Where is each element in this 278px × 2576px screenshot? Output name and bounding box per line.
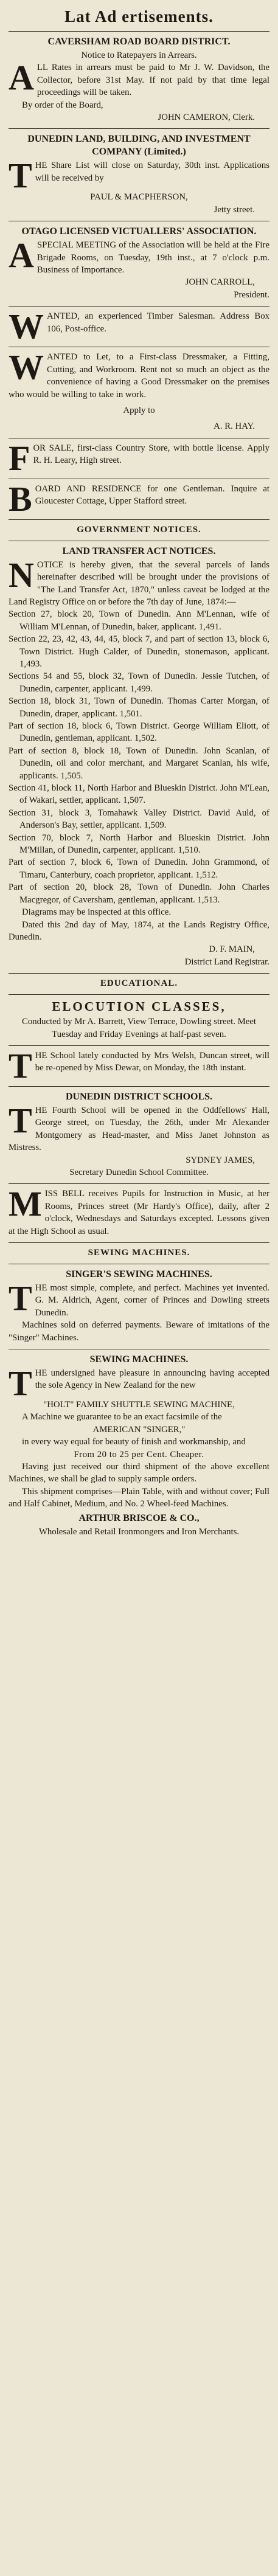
notice-signature: D. F. MAIN,: [209, 944, 255, 955]
drop-capital: B: [9, 479, 32, 519]
ad-body: WANTED to Let, to a First-class Dressmaker, a Fitting, Cutting, and Workroom. Rent not so much an object as the convenience of having a Good Dressmaker on the premises who would be willing to take in work.: [9, 347, 269, 400]
notice-dated: Dated this 2nd day of May, 1874, at the Lands Registry Office, Dunedin.: [9, 919, 269, 942]
firm-name: PAUL & MACPHERSON,: [90, 192, 188, 203]
land-entry: Section 41, block 11, North Harbor and Blueskin District. John M'Lean, of Wakari, settler, applicant. 1,507.: [9, 783, 269, 806]
firm-address: Jetty street.: [214, 204, 255, 215]
ad-name: A. R. HAY.: [214, 421, 255, 432]
drop-capital: F: [9, 438, 30, 478]
notice-subheading: Notice to Ratepayers in Arrears.: [81, 50, 197, 60]
notice-intro: NOTICE is hereby given, that the several parcels of lands hereinafter described will be brought under the provisions of "The Land Transfer Act, 1870," unless caveat be lodged at the Land Registry Office on or before the 7th day of June, 1874:—: [9, 555, 269, 607]
ad-heading: SEWING MACHINES.: [89, 1354, 189, 1365]
drop-capital: A: [9, 58, 34, 98]
firm-description: Wholesale and Retail Ironmongers and Iron Merchants.: [38, 1526, 240, 1537]
drop-capital: W: [9, 347, 44, 387]
ad-body: BOARD AND RESIDENCE for one Gentleman. Inquire at Gloucester Cottage, Upper Stafford street.: [9, 479, 269, 519]
divider: [9, 1086, 269, 1087]
dunedin-land-notice: [9, 133, 269, 216]
divider: [9, 128, 269, 129]
ad-para: Having just received our third shipment of the above excellent Machines, we shall be glad to supply sample orders.: [9, 1462, 269, 1484]
victuallers-notice: [9, 225, 269, 301]
dressmaker-ad: [9, 347, 269, 432]
notice-heading: CAVERSHAM ROAD BOARD DISTRICT.: [47, 36, 231, 47]
ad-body: Conducted by Mr A. Barrett, View Terrace, Dowling street. Meet Tuesday and Friday Evenings at half-past seven.: [21, 1017, 257, 1039]
elocution-ad: [9, 999, 269, 1040]
ad-body: FOR SALE, first-class Country Store, with bottle license. Apply R. H. Leary, High street.: [9, 438, 269, 478]
ad-heading: ELOCUTION CLASSES,: [52, 999, 226, 1014]
divider: [9, 994, 269, 995]
notice-diagrams: Diagrams may be inspected at this office.: [22, 907, 172, 918]
section-heading: GOVERNMENT NOTICES.: [77, 524, 201, 535]
land-entry: Part of section 8, block 18, Town of Dunedin. John Scanlan, of Dunedin, oil and color merchant, and Margaret Scanlan, his wife, applicants. 1,505.: [9, 746, 269, 781]
divider: [9, 973, 269, 974]
drop-capital: W: [9, 306, 44, 347]
divider: [9, 1242, 269, 1243]
land-entry: Part of section 18, block 6, Town District. George William Eliott, of Dunedin, gentleman, applicant. 1,502.: [9, 721, 269, 744]
notice-body: ASPECIAL MEETING of the Association will be held at the Fire Brigade Rooms, on Tuesday, 19th inst., at 7 o'clock p.m. Business of Importance.: [9, 235, 269, 275]
ad-apply: Apply to: [123, 405, 155, 415]
school-reopened-ad: [9, 1045, 269, 1085]
district-schools-notice: [9, 1090, 269, 1179]
ad-body: THE most simple, complete, and perfect. Machines yet invented. G. M. Aldrich, Agent, corner of Princes and Dowling streets Dunedin.: [9, 1278, 269, 1318]
notice-signature: JOHN CARROLL,: [185, 277, 255, 288]
timber-salesman-ad: [9, 306, 269, 347]
notice-body: THE Share List will close on Saturday, 30th inst. Applications will be received by: [9, 156, 269, 196]
caversham-notice: [9, 35, 269, 123]
notice-order: By order of the Board,: [22, 100, 103, 110]
divider: [9, 1045, 269, 1046]
notice-body: ALL Rates in arrears must be paid to Mr J. W. Davidson, the Collector, before 31st May. If not paid by that time legal proceedings will be taken.: [9, 58, 269, 98]
land-transfer-notice: [9, 545, 269, 968]
drop-capital: T: [9, 1363, 32, 1404]
land-entry: Section 27, block 20, Town of Dunedin. Ann M'Lennan, wife of William M'Lennan, of Dunedin, baker, applicant. 1,491.: [9, 609, 269, 632]
product-name: "HOLT" FAMILY SHUTTLE SEWING MACHINE,: [43, 1400, 235, 1410]
firm-name: ARTHUR BRISCOE & CO.,: [78, 1512, 200, 1523]
land-entry: Section 22, 23, 42, 43, 44, 45, block 7, and part of section 13, block 6, Town District. Hugh Calder, of Dunedin, stonemason, applicant. 1,493.: [9, 634, 269, 669]
ad-body: THE undersigned have pleasure in announcing having accepted the sole Agency in New Zealand for the new: [9, 1363, 269, 1404]
ad-heading: SINGER'S SEWING MACHINES.: [66, 1269, 212, 1279]
ad-para: in every way equal for beauty of finish and workmanship, and: [22, 1437, 246, 1447]
notice-title: President.: [234, 289, 269, 300]
land-entry: Section 18, block 31, Town of Dunedin. Thomas Carter Morgan, of Dunedin, draper, applicant. 1,501.: [9, 696, 269, 719]
singer-ad: [9, 1268, 269, 1344]
notice-signature: JOHN CAMERON, Clerk.: [158, 113, 255, 123]
store-sale-ad: [9, 438, 269, 478]
notice-body: THE Fourth School will be opened in the Oddfellows' Hall, George street, on Tuesday, the 26th, under Mr Alexander Montgomery as Head-master, and Miss Janet Johnston as Mistress.: [9, 1100, 269, 1153]
divider: [9, 519, 269, 520]
drop-capital: M: [9, 1184, 42, 1224]
masthead: Lat Ad ertisements.: [64, 7, 214, 26]
ad-body: THE School lately conducted by Mrs Welsh, Duncan street, will be re-opened by Miss Dewar, on Monday, the 18th instant.: [9, 1045, 269, 1085]
section-heading: EDUCATIONAL.: [100, 978, 178, 989]
divider: [9, 31, 269, 32]
land-entry: Part of section 7, block 6, Town of Dunedin. John Grammond, of Timaru, Canterbury, coach proprietor, applicant. 1,512.: [9, 857, 269, 880]
notice-title: District Land Registrar.: [184, 957, 269, 967]
drop-capital: N: [9, 555, 34, 595]
drop-capital: T: [9, 1045, 32, 1085]
notice-heading: DUNEDIN LAND, BUILDING, AND INVESTMENT COMPANY (Limited.): [27, 134, 251, 158]
section-heading: SEWING MACHINES.: [88, 1248, 190, 1258]
ad-para: A Machine we guarantee to be an exact facsimile of the: [22, 1412, 222, 1422]
drop-capital: A: [9, 235, 34, 275]
price-line: From 20 to 25 per Cent. Cheaper.: [74, 1449, 204, 1459]
product-american: AMERICAN "SINGER,": [92, 1424, 186, 1435]
notice-heading: DUNEDIN DISTRICT SCHOOLS.: [65, 1091, 213, 1102]
notice-heading: OTAGO LICENSED VICTUALLERS' ASSOCIATION.: [21, 226, 257, 237]
land-entry: Section 70, block 7, North Harbor and Blueskin District. John M'Millan, of Dunedin, carpenter, applicant. 1,510.: [9, 833, 269, 856]
notice-signature: SYDNEY JAMES,: [186, 1155, 255, 1165]
land-entry: Section 31, block 3, Tomahawk Valley District. David Auld, of Anderson's Bay, settler, applicant. 1,509.: [9, 808, 269, 831]
land-entry: Sections 54 and 55, block 32, Town of Dunedin. Jessie Tutchen, of Dunedin, carpenter, applicant. 1,499.: [9, 671, 269, 694]
ad-body: WANTED, an experienced Timber Salesman. Address Box 106, Post-office.: [9, 306, 269, 347]
notice-title: Secretary Dunedin School Committee.: [69, 1167, 209, 1177]
drop-capital: T: [9, 1278, 32, 1318]
ad-body: MISS BELL receives Pupils for Instruction in Music, at her Rooms, Princes street (Mr Hardy's Office), daily, after 2 o'clock, Wednesdays and Saturdays excepted. Lessons given at the High School as usual.: [9, 1184, 269, 1236]
miss-bell-ad: [9, 1184, 269, 1238]
drop-capital: T: [9, 156, 32, 196]
land-entry: Part of section 20, block 28, Town of Dunedin. John Charles Macgregor, of Caversham, gentleman, applicant. 1,513.: [9, 882, 269, 905]
board-residence-ad: [9, 479, 269, 519]
ad-body-2: Machines sold on deferred payments. Beware of imitations of the "Singer" Machines.: [9, 1320, 269, 1343]
ad-para: This shipment comprises—Plain Table, with and without cover; Full and Half Cabinet, Medium, and No. 2 Wheel-feed Machines.: [9, 1486, 269, 1509]
divider: [9, 1183, 269, 1184]
notice-heading: LAND TRANSFER ACT NOTICES.: [62, 545, 216, 556]
holt-ad: [9, 1353, 269, 1538]
drop-capital: T: [9, 1100, 32, 1140]
